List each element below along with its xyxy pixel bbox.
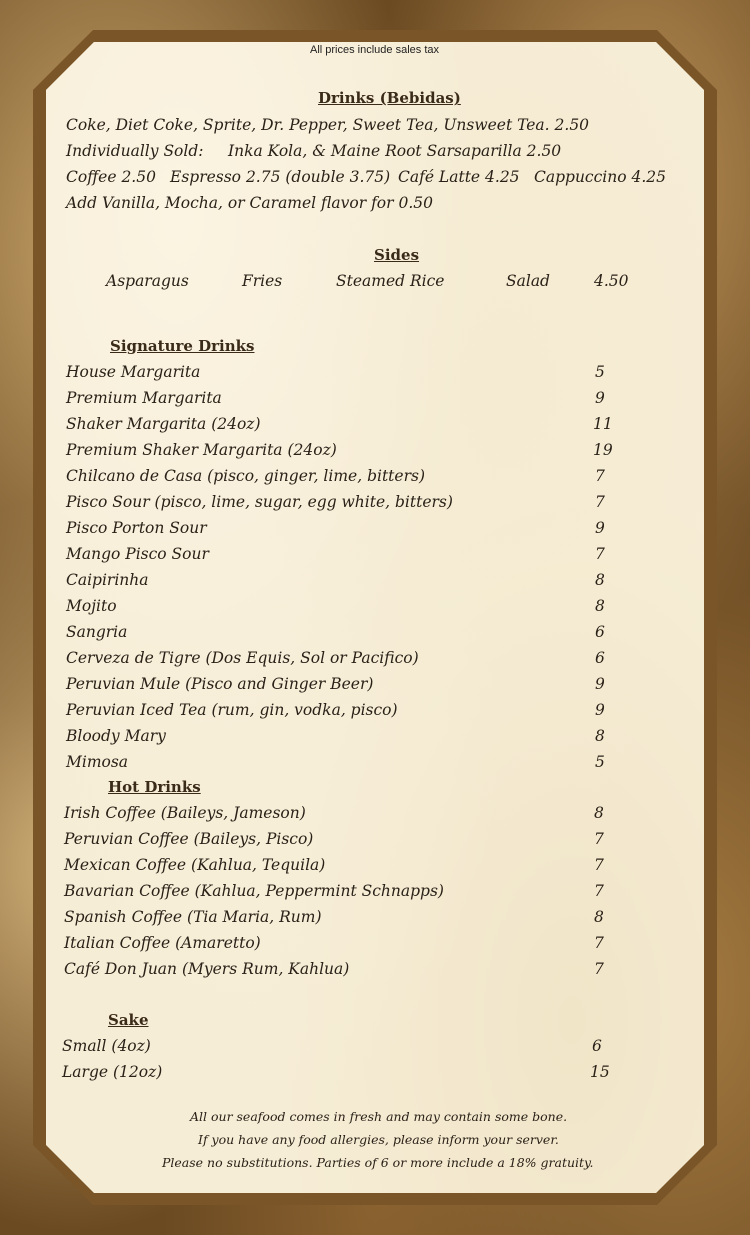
menu-item-name: Premium Margarita [66, 389, 222, 407]
menu-item-name: Premium Shaker Margarita (24oz) [66, 441, 337, 459]
sales-tax-note: All prices include sales tax [310, 44, 440, 56]
menu-item-name: Bloody Mary [66, 727, 166, 745]
menu-item-name: Pisco Porton Sour [66, 519, 207, 537]
menu-item-name: Peruvian Mule (Pisco and Ginger Beer) [66, 675, 374, 693]
menu-item-price: 9 [595, 675, 605, 693]
menu-item-price: 7 [594, 856, 604, 874]
menu-item-price: 7 [594, 882, 604, 900]
menu-item-price: 6 [595, 623, 605, 641]
menu-item-price: 8 [595, 727, 605, 745]
side-item: Salad [506, 272, 550, 290]
menu-item-name: Italian Coffee (Amaretto) [64, 934, 261, 952]
menu-item-price: 7 [595, 545, 605, 563]
menu-item-price: 8 [594, 908, 604, 926]
menu-item-price: 7 [594, 960, 604, 978]
menu-item-price: 8 [594, 804, 604, 822]
drinks-line-inka: Inka Kola, & Maine Root Sarsaparilla 2.50 [228, 142, 562, 160]
menu-item-price: 8 [595, 571, 605, 589]
menu-item-price: 19 [593, 441, 613, 459]
menu-item-price: 7 [595, 493, 605, 511]
menu-item-name: Spanish Coffee (Tia Maria, Rum) [64, 908, 322, 926]
signature-drinks-heading: Signature Drinks [110, 337, 255, 355]
cappuccino-item: Cappuccino 4.25 [534, 168, 666, 186]
menu-item-name: Café Don Juan (Myers Rum, Kahlua) [64, 960, 350, 978]
footer-seafood-note: All our seafood comes in fresh and may contain some bone. [190, 1109, 568, 1124]
side-item: Steamed Rice [336, 272, 445, 290]
drinks-individually-label: Individually Sold: [66, 142, 204, 160]
menu-item-name: Mimosa [66, 753, 129, 771]
menu-item-price: 7 [595, 467, 605, 485]
menu-item-name: Mexican Coffee (Kahlua, Tequila) [64, 856, 326, 874]
menu-item-price: 6 [592, 1037, 602, 1055]
sides-price: 4.50 [594, 272, 629, 290]
menu-item-name: Bavarian Coffee (Kahlua, Peppermint Schnapps) [64, 882, 444, 900]
espresso-item: Espresso 2.75 (double 3.75) [170, 168, 391, 186]
sake-heading: Sake [108, 1011, 149, 1029]
side-item: Fries [242, 272, 283, 290]
menu-item-name: House Margarita [66, 363, 201, 381]
coffee-item: Coffee 2.50 [66, 168, 156, 186]
menu-item-name: Sangria [66, 623, 128, 641]
menu-item-price: 7 [594, 934, 604, 952]
footer-allergy-note: If you have any food allergies, please inform your server. [198, 1132, 559, 1147]
menu-item-name: Mango Pisco Sour [66, 545, 209, 563]
drinks-heading: Drinks (Bebidas) [318, 89, 461, 107]
menu-item-name: Caipirinha [66, 571, 149, 589]
cafe-latte-item: Café Latte 4.25 [398, 168, 520, 186]
menu-item-name: Pisco Sour (pisco, lime, sugar, egg white, bitters) [66, 493, 453, 511]
sides-heading: Sides [374, 246, 420, 264]
menu-item-price: 9 [595, 519, 605, 537]
menu-item-price: 6 [595, 649, 605, 667]
menu-item-price: 7 [594, 830, 604, 848]
menu-item-price: 5 [595, 363, 605, 381]
menu-item-name: Shaker Margarita (24oz) [66, 415, 261, 433]
menu-item-name: Small (4oz) [62, 1037, 151, 1055]
menu-item-price: 15 [590, 1063, 610, 1081]
drinks-line-sodas: Coke, Diet Coke, Sprite, Dr. Pepper, Sweet Tea, Unsweet Tea. 2.50 [66, 116, 590, 134]
menu-item-price: 9 [595, 389, 605, 407]
menu-item-name: Mojito [66, 597, 117, 615]
menu-item-price: 11 [593, 415, 613, 433]
footer-substitutions-note: Please no substitutions. Parties of 6 or more include a 18% gratuity. [162, 1155, 594, 1170]
menu-item-name: Irish Coffee (Baileys, Jameson) [64, 804, 306, 822]
menu-item-name: Peruvian Iced Tea (rum, gin, vodka, pisco) [66, 701, 398, 719]
menu-item-name: Large (12oz) [62, 1063, 163, 1081]
menu-item-name: Chilcano de Casa (pisco, ginger, lime, bitters) [66, 467, 425, 485]
hot-drinks-heading: Hot Drinks [108, 778, 201, 796]
menu-item-name: Peruvian Coffee (Baileys, Pisco) [64, 830, 314, 848]
menu-item-name: Cerveza de Tigre (Dos Equis, Sol or Pacifico) [66, 649, 419, 667]
menu-item-price: 9 [595, 701, 605, 719]
menu-item-price: 8 [595, 597, 605, 615]
side-item: Asparagus [106, 272, 189, 290]
menu-item-price: 5 [595, 753, 605, 771]
flavor-addon: Add Vanilla, Mocha, or Caramel flavor for 0.50 [66, 194, 433, 212]
